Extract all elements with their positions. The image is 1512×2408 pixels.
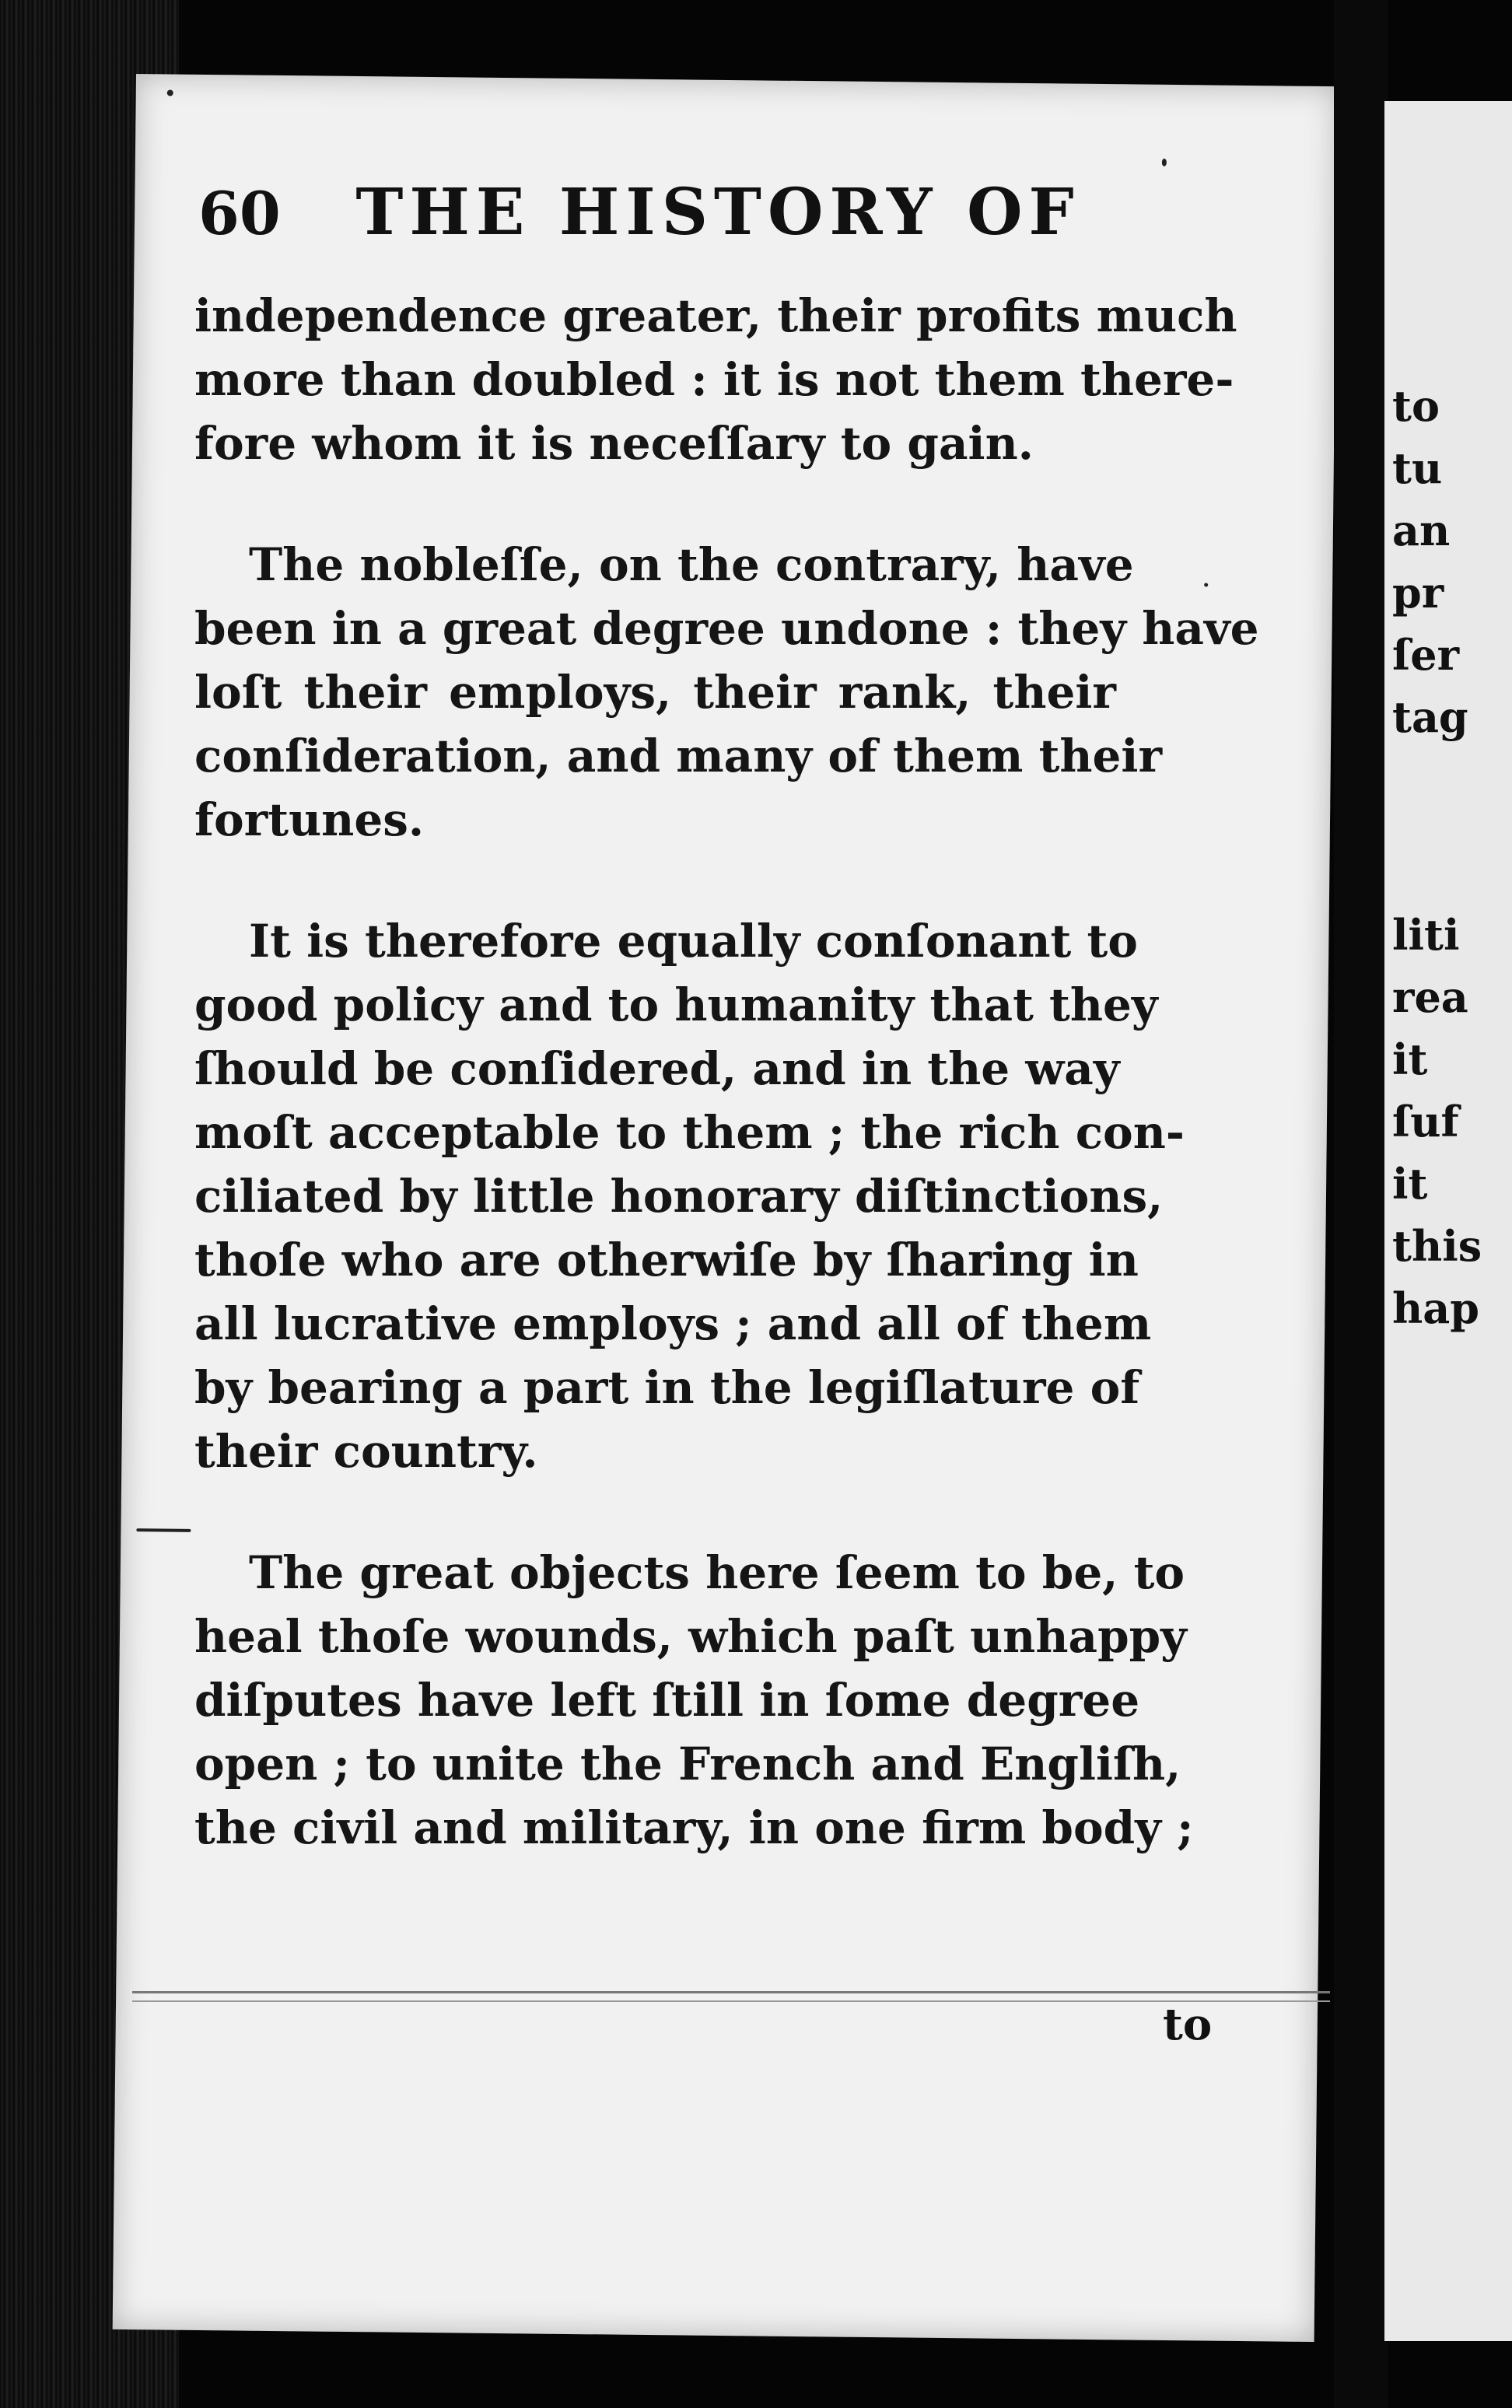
text-line: It is therefore equally conſonant to bbox=[249, 915, 1138, 968]
facing-fragment: tu bbox=[1392, 443, 1443, 493]
facing-page bbox=[1384, 101, 1512, 2341]
facing-fragment: ſer bbox=[1392, 630, 1460, 680]
text-line: moſt acceptable to them ; the rich con- bbox=[194, 1106, 1185, 1159]
page-body bbox=[194, 284, 1259, 1917]
text-line: loſt their employs, their rank, their bbox=[194, 666, 1116, 719]
page-rule bbox=[132, 2000, 1330, 2002]
facing-fragment: liti bbox=[1392, 910, 1460, 960]
facing-fragment: pr bbox=[1392, 568, 1444, 618]
ink-speck bbox=[167, 89, 173, 96]
ink-speck bbox=[136, 1528, 191, 1532]
text-line: diſputes have left ſtill in ſome degree bbox=[194, 1674, 1140, 1727]
facing-fragment: it bbox=[1392, 1034, 1428, 1084]
facing-fragment: this bbox=[1392, 1221, 1482, 1271]
text-line: the civil and military, in one firm body ; bbox=[194, 1801, 1194, 1854]
facing-fragment: ſuf bbox=[1392, 1097, 1459, 1146]
running-title: THE HISTORY OF bbox=[355, 175, 1080, 250]
page-gutter bbox=[1334, 0, 1388, 2408]
text-line: ſhould be conſidered, and in the way bbox=[194, 1042, 1120, 1095]
text-line: The nobleſſe, on the contrary, have bbox=[249, 538, 1134, 591]
facing-fragment: rea bbox=[1392, 972, 1468, 1022]
ink-speck bbox=[1162, 159, 1167, 166]
text-line: The great objects here ſeem to be, to bbox=[249, 1546, 1185, 1599]
catchword: to bbox=[1163, 1999, 1213, 2050]
facing-fragment: it bbox=[1392, 1159, 1428, 1209]
facing-fragment: hap bbox=[1392, 1283, 1480, 1333]
text-line: been in a great degree undone : they have bbox=[194, 602, 1259, 655]
page-number: 60 bbox=[198, 179, 281, 248]
text-line: all lucrative employs ; and all of them bbox=[194, 1297, 1152, 1350]
paragraph bbox=[194, 533, 1259, 852]
running-header bbox=[198, 175, 1116, 250]
facing-fragment: to bbox=[1392, 381, 1440, 431]
paragraph bbox=[194, 909, 1185, 1483]
text-line: fore whom it is neceſſary to gain. bbox=[194, 417, 1034, 470]
text-line: more than doubled : it is not them there- bbox=[194, 353, 1234, 406]
text-line: conſideration, and many of them their bbox=[194, 730, 1163, 782]
text-line: ciliated by little honorary diſtinctions, bbox=[194, 1170, 1164, 1223]
text-line: independence greater, their profits much bbox=[194, 289, 1237, 342]
paragraph bbox=[194, 284, 1237, 475]
text-line: fortunes. bbox=[194, 793, 425, 846]
text-line: heal thoſe wounds, which paſt unhappy bbox=[194, 1610, 1187, 1663]
text-line: open ; to unite the French and Engliſh, bbox=[194, 1738, 1181, 1790]
ink-speck bbox=[1204, 583, 1208, 586]
facing-fragment: tag bbox=[1392, 692, 1468, 742]
text-line: good policy and to humanity that they bbox=[194, 978, 1158, 1031]
text-line: their country. bbox=[194, 1425, 538, 1478]
text-line: thoſe who are otherwiſe by ſharing in bbox=[194, 1234, 1139, 1286]
text-line: by bearing a part in the legiſlature of bbox=[194, 1361, 1140, 1414]
facing-fragment: an bbox=[1392, 506, 1451, 555]
page-rule bbox=[132, 1991, 1330, 1993]
paragraph bbox=[194, 1541, 1194, 1860]
